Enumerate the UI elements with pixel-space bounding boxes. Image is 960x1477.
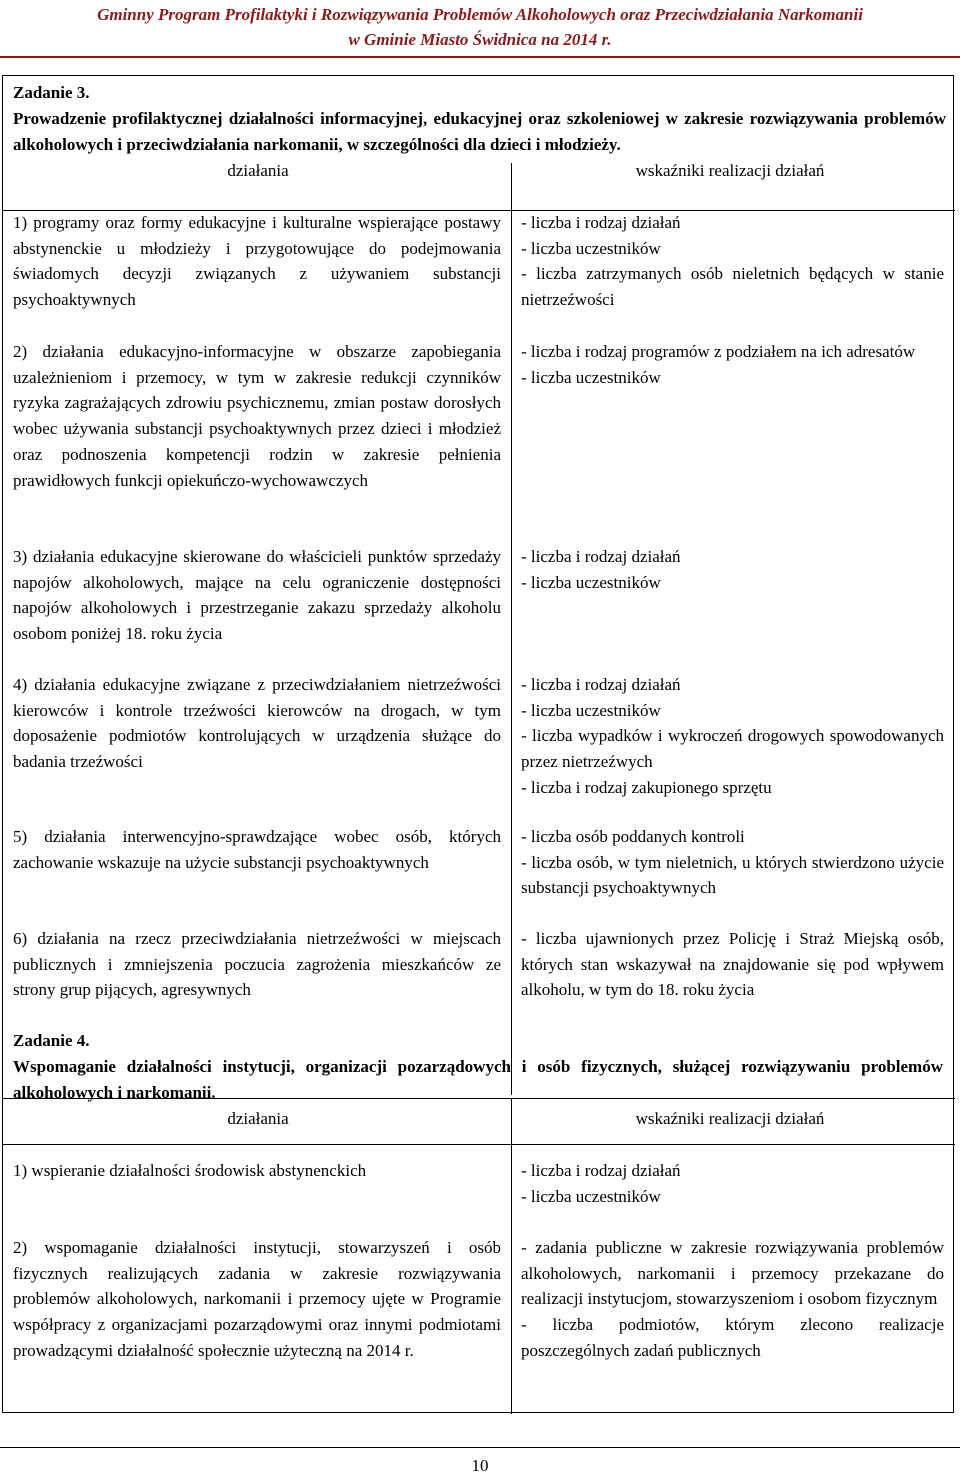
indicator-item: - liczba i rodzaj działań xyxy=(521,213,681,232)
column-divider-task3 xyxy=(511,163,512,1095)
task4-row2-indicators xyxy=(521,1235,944,1364)
task4-title: Zadanie 4. xyxy=(13,1031,90,1050)
indicator-item: - liczba zatrzymanych osób nieletnich będących w stanie nietrzeźwości xyxy=(521,264,944,310)
indicator-item: - liczba i rodzaj działań xyxy=(521,547,681,566)
indicator-item: - liczba uczestników xyxy=(521,1186,661,1206)
page-number: 10 xyxy=(471,1456,489,1475)
task4-col-actions-header: działania xyxy=(227,1109,289,1128)
indicator-item: - liczba wypadków i wykroczeń drogowych spowodowanych przez nietrzeźwych xyxy=(521,726,944,772)
task3-col-indicators-header: wskaźniki realizacji działań xyxy=(635,161,825,180)
indicator-item: - liczba uczestników xyxy=(521,572,661,592)
indicator-item: - liczba i rodzaj programów z podziałem na ich adresatów xyxy=(521,342,916,361)
indicator-item: - liczba podmiotów, którym zlecono realizacje poszczególnych zadań publicznych xyxy=(521,1315,944,1360)
indicator-item: - liczba osób, w tym nieletnich, u których stwierdzono użycie substancji psychoaktywnych xyxy=(521,852,944,898)
task3-row3-indicators xyxy=(521,544,944,595)
indicator-item: - liczba uczestników xyxy=(521,700,661,720)
indicator-item: - liczba i rodzaj zakupionego sprzętu xyxy=(521,777,772,797)
header-rule xyxy=(0,56,960,58)
header-line-1: Gminny Program Profilaktyki i Rozwiązywania Problemów Alkoholowych oraz Przeciwdziałania Narkomanii xyxy=(97,5,863,24)
indicator-item: - liczba uczestników xyxy=(521,367,661,387)
task3-row4-indicators xyxy=(521,672,944,801)
indicator-item: - liczba i rodzaj działań xyxy=(521,675,681,694)
indicator-item: - liczba ujawnionych przez Policję i Straż Miejską osób, których stan wskazywał na znajdowanie się pod wpływem alkoholu, w tym do 18. roku życia xyxy=(521,929,944,1000)
task3-row6-indicators xyxy=(521,926,944,1003)
task3-row5-indicators xyxy=(521,824,944,901)
task3-row1-action: 1) programy oraz formy edukacyjne i kulturalne wspierające postawy abstynenckie u młodzieży i przygotowujące do podejmowania świadomych decyzji związanych z używaniem substancji psychoaktywnych xyxy=(13,213,501,310)
header-line-2: w Gminie Miasto Świdnica na 2014 r. xyxy=(348,30,612,49)
task3-title: Zadanie 3. xyxy=(13,83,90,102)
indicator-item: - liczba i rodzaj działań xyxy=(521,1161,681,1180)
task3-row1-indicators xyxy=(521,210,944,313)
task4-col-indicators-header: wskaźniki realizacji działań xyxy=(635,1109,825,1128)
indicator-item: - zadania publiczne w zakresie rozwiązywania problemów alkoholowych, narkomanii i przemocy przekazane do realizacji instytucjom, stowarzyszeniom i osobom fizycznym xyxy=(521,1238,944,1309)
task3-row5-action: 5) działania interwencyjno-sprawdzające wobec osób, których zachowanie wskazuje na użycie substancji psychoaktywnych xyxy=(13,827,501,872)
task3-row6-action: 6) działania na rzecz przeciwdziałania nietrzeźwości w miejscach publicznych i zmniejszenia poczucia zagrożenia mieszkańców ze strony grup pijących, agresywnych xyxy=(13,929,501,1000)
task3-col-actions-header: działania xyxy=(227,161,289,180)
task4-row2-action: 2) wspomaganie działalności instytucji, stowarzyszeń i osób fizycznych realizujących zadania w zakresie rozwiązywania problemów alkoholowych, narkomanii i przemocy ujęte w Programie współpracy z organizacjami pozarządowymi oraz innymi podmiotami prowadzącymi działalność społecznie użyteczną na 2014 r. xyxy=(13,1238,501,1360)
footer-rule xyxy=(0,1447,960,1448)
task4-row1-action: 1) wspieranie działalności środowisk abstynenckich xyxy=(13,1161,367,1180)
task4-row1-indicators xyxy=(521,1158,944,1209)
indicator-item: - liczba uczestników xyxy=(521,238,661,258)
task3-heading: Prowadzenie profilaktycznej działalności informacyjnej, edukacyjnej oraz szkoleniowej w zakresie rozwiązywania problemów alkoholowych i przeciwdziałania narkomanii, w szczególności dla dzieci i młodzieży. xyxy=(13,109,946,154)
row-divider xyxy=(3,1144,955,1145)
task3-row2-action: 2) działania edukacyjno-informacyjne w obszarze zapobiegania uzależnieniom i przemocy, w tym w zakresie redukcji czynników ryzyka zagrażających zdrowiu psychicznemu, zmian postaw dorosłych wobec używania substancji psychoaktywnych przez dzieci i młodzież oraz podnoszenia kompetencji rodzin w zakresie pełnienia prawidłowych funkcji opiekuńczo-wychowawczych xyxy=(13,342,501,490)
task3-row3-action: 3) działania edukacyjne skierowane do właścicieli punktów sprzedaży napojów alkoholowych, mające na celu ograniczenie dostępności napojów alkoholowych i przestrzeganie zakazu sprzedaży alkoholu osobom poniżej 18. roku życia xyxy=(13,547,501,644)
task3-row2-indicators xyxy=(521,339,944,390)
task4-heading: Wspomaganie działalności instytucji, organizacji pozarządowych i osób fizycznych, służącej rozwiązywaniu problemów alkoholowych i narkomanii. xyxy=(13,1057,943,1102)
indicator-item: - liczba osób poddanych kontroli xyxy=(521,827,745,846)
task3-row4-action: 4) działania edukacyjne związane z przeciwdziałaniem nietrzeźwości kierowców i kontrole trzeźwości kierowców na drogach, w tym doposażenie podmiotów kontrolujących w urządzenia służące do badania trzeźwości xyxy=(13,675,501,772)
column-divider-task4 xyxy=(511,1098,512,1414)
